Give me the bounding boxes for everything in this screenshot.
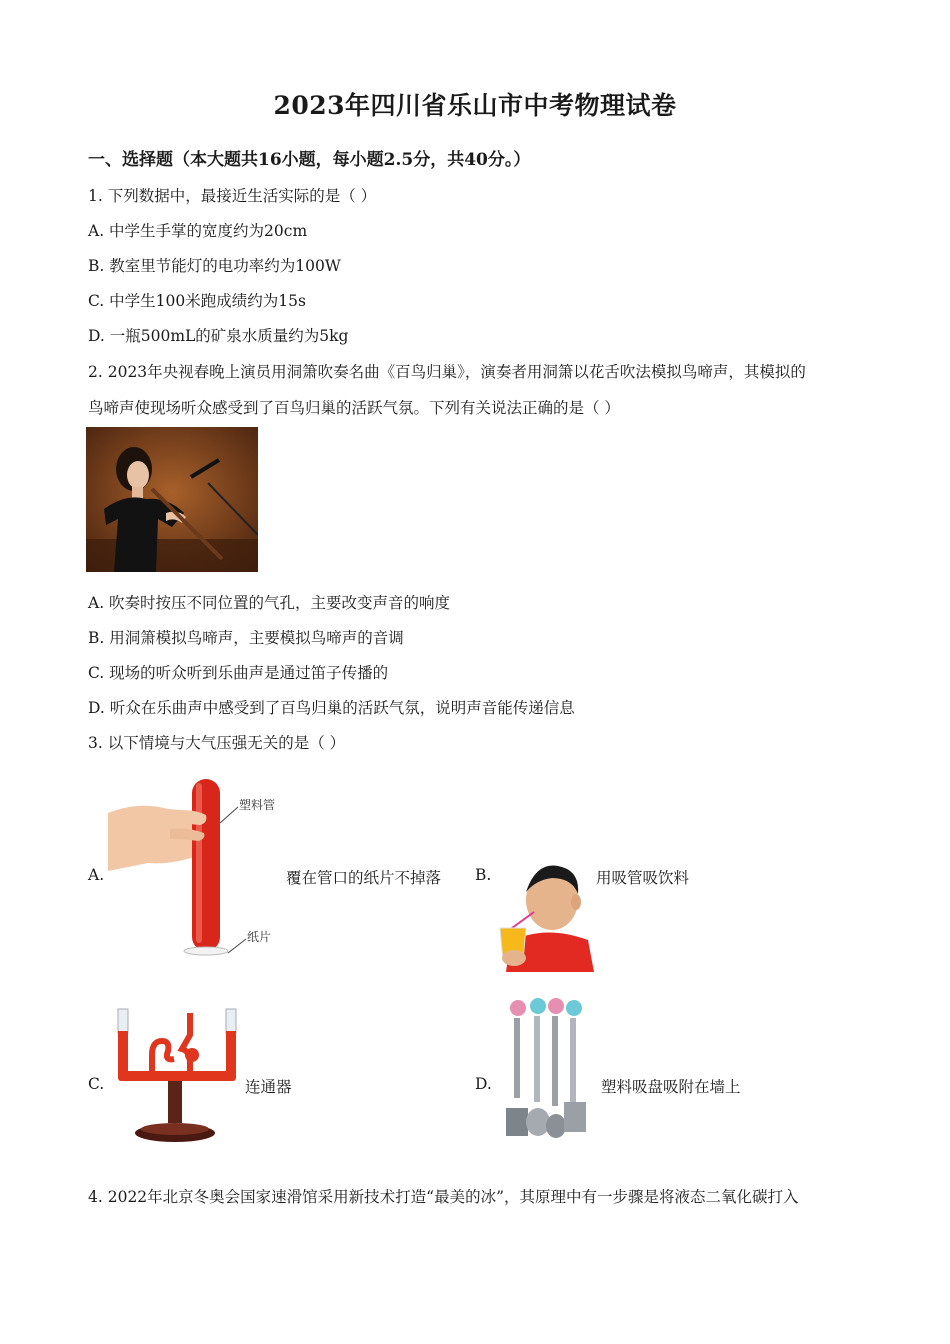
section-heading: 一、选择题（本大题共16小题，每小题2.5分，共40分。） — [88, 150, 531, 170]
xiao-performer-photo — [86, 427, 258, 572]
question-3-option-d-letter: D. — [475, 1075, 492, 1093]
suction-cup-utensils-figure — [498, 998, 594, 1140]
question-1-option-b: B. 教室里节能灯的电功率约为100W — [88, 257, 341, 275]
question-3-option-c-text: 连通器 — [245, 1078, 292, 1096]
question-2-option-d: D. 听众在乐曲声中感受到了百鸟归巢的活跃气氛，说明声音能传递信息 — [88, 699, 575, 717]
question-3-option-c-letter: C. — [88, 1075, 105, 1093]
paper-label: 纸片 — [247, 930, 272, 944]
page-title: 2023年四川省乐山市中考物理试卷 — [273, 91, 677, 120]
question-2-option-c: C. 现场的听众听到乐曲声是通过笛子传播的 — [88, 664, 389, 682]
question-1-stem: 1. 下列数据中，最接近生活实际的是（ ） — [88, 187, 377, 205]
question-1-option-a: A. 中学生手掌的宽度约为20cm — [88, 222, 308, 240]
question-2-stem-line2: 鸟啼声使现场听众感受到了百鸟归巢的活跃气氛。下列有关说法正确的是（ ） — [88, 399, 620, 417]
tube-paper-figure — [108, 773, 283, 968]
question-3-option-a-text: 覆在管口的纸片不掉落 — [286, 869, 442, 887]
connected-vessel-figure — [112, 1005, 242, 1143]
question-3-option-a-letter: A. — [88, 866, 105, 884]
question-2-option-b: B. 用洞箫模拟鸟啼声，主要模拟鸟啼声的音调 — [88, 629, 404, 647]
tube-label: 塑料管 — [239, 798, 276, 812]
question-3-option-b-letter: B. — [475, 866, 492, 884]
question-3-option-b-text: 用吸管吸饮料 — [596, 869, 690, 887]
child-straw-figure — [496, 856, 594, 972]
question-2-option-a: A. 吹奏时按压不同位置的气孔，主要改变声音的响度 — [88, 594, 451, 612]
question-2-stem-line1: 2. 2023年央视春晚上演员用洞箫吹奏名曲《百鸟归巢》，演奏者用洞箫以花舌吹法模拟鸟啼声，其模拟的 — [88, 363, 806, 381]
question-3-option-d-text: 塑料吸盘吸附在墙上 — [601, 1078, 741, 1096]
question-1-option-c: C. 中学生100米跑成绩约为15s — [88, 292, 306, 310]
question-4-stem-line1: 4. 2022年北京冬奥会国家速滑馆采用新技术打造“最美的冰”，其原理中有一步骤是将液态二氧化碳打入 — [88, 1188, 799, 1206]
question-3-stem: 3. 以下情境与大气压强无关的是（ ） — [88, 734, 346, 752]
question-1-option-d: D. 一瓶500mL的矿泉水质量约为5kg — [88, 327, 349, 345]
